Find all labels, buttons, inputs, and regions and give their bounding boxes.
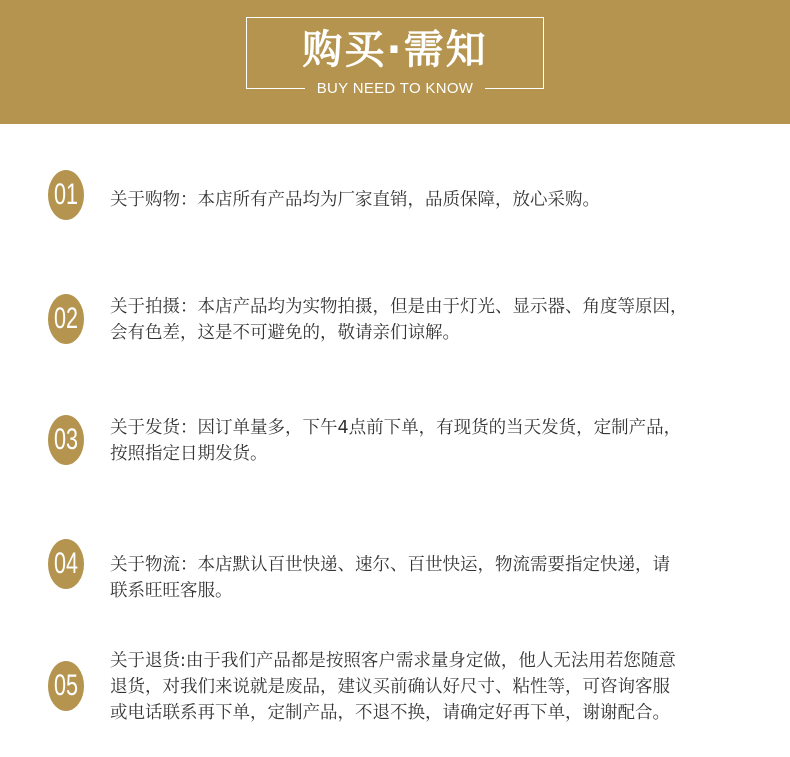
number-badge: 05 [48,661,84,711]
number-badge: 04 [48,539,84,589]
number-badge: 01 [48,170,84,220]
notice-text: 关于购物：本店所有产品均为厂家直销，品质保障，放心采购。 [110,190,600,210]
page-title: 购买·需知 [302,27,488,73]
number-badge: 03 [48,415,84,465]
number-badge: 02 [48,294,84,344]
header-banner [0,0,790,124]
page-subtitle: BUY NEED TO KNOW [305,78,485,100]
notice-text: 关于发货：因订单量多，下午4点前下单，有现货的当天发货，定制产品， 按照指定日期发货。 [110,418,682,464]
notice-text: 关于物流：本店默认百世快递、速尔、百世快运，物流需要指定快递，请 联系旺旺客服。 [110,555,670,601]
notice-text: 关于退货:由于我们产品都是按照客户需求量身定做，他人无法用若您随意 退货，对我们来说就是废品，建议买前确认好尺寸、粘性等，可咨询客服 或电话联系再下单，定制产品，不退不换，请确定好再下单，谢谢配合。 [110,651,676,723]
notice-text: 关于拍摄：本店产品均为实物拍摄，但是由于灯光、显示器、角度等原因， 会有色差，这是不可避免的，敬请亲们谅解。 [110,297,688,343]
